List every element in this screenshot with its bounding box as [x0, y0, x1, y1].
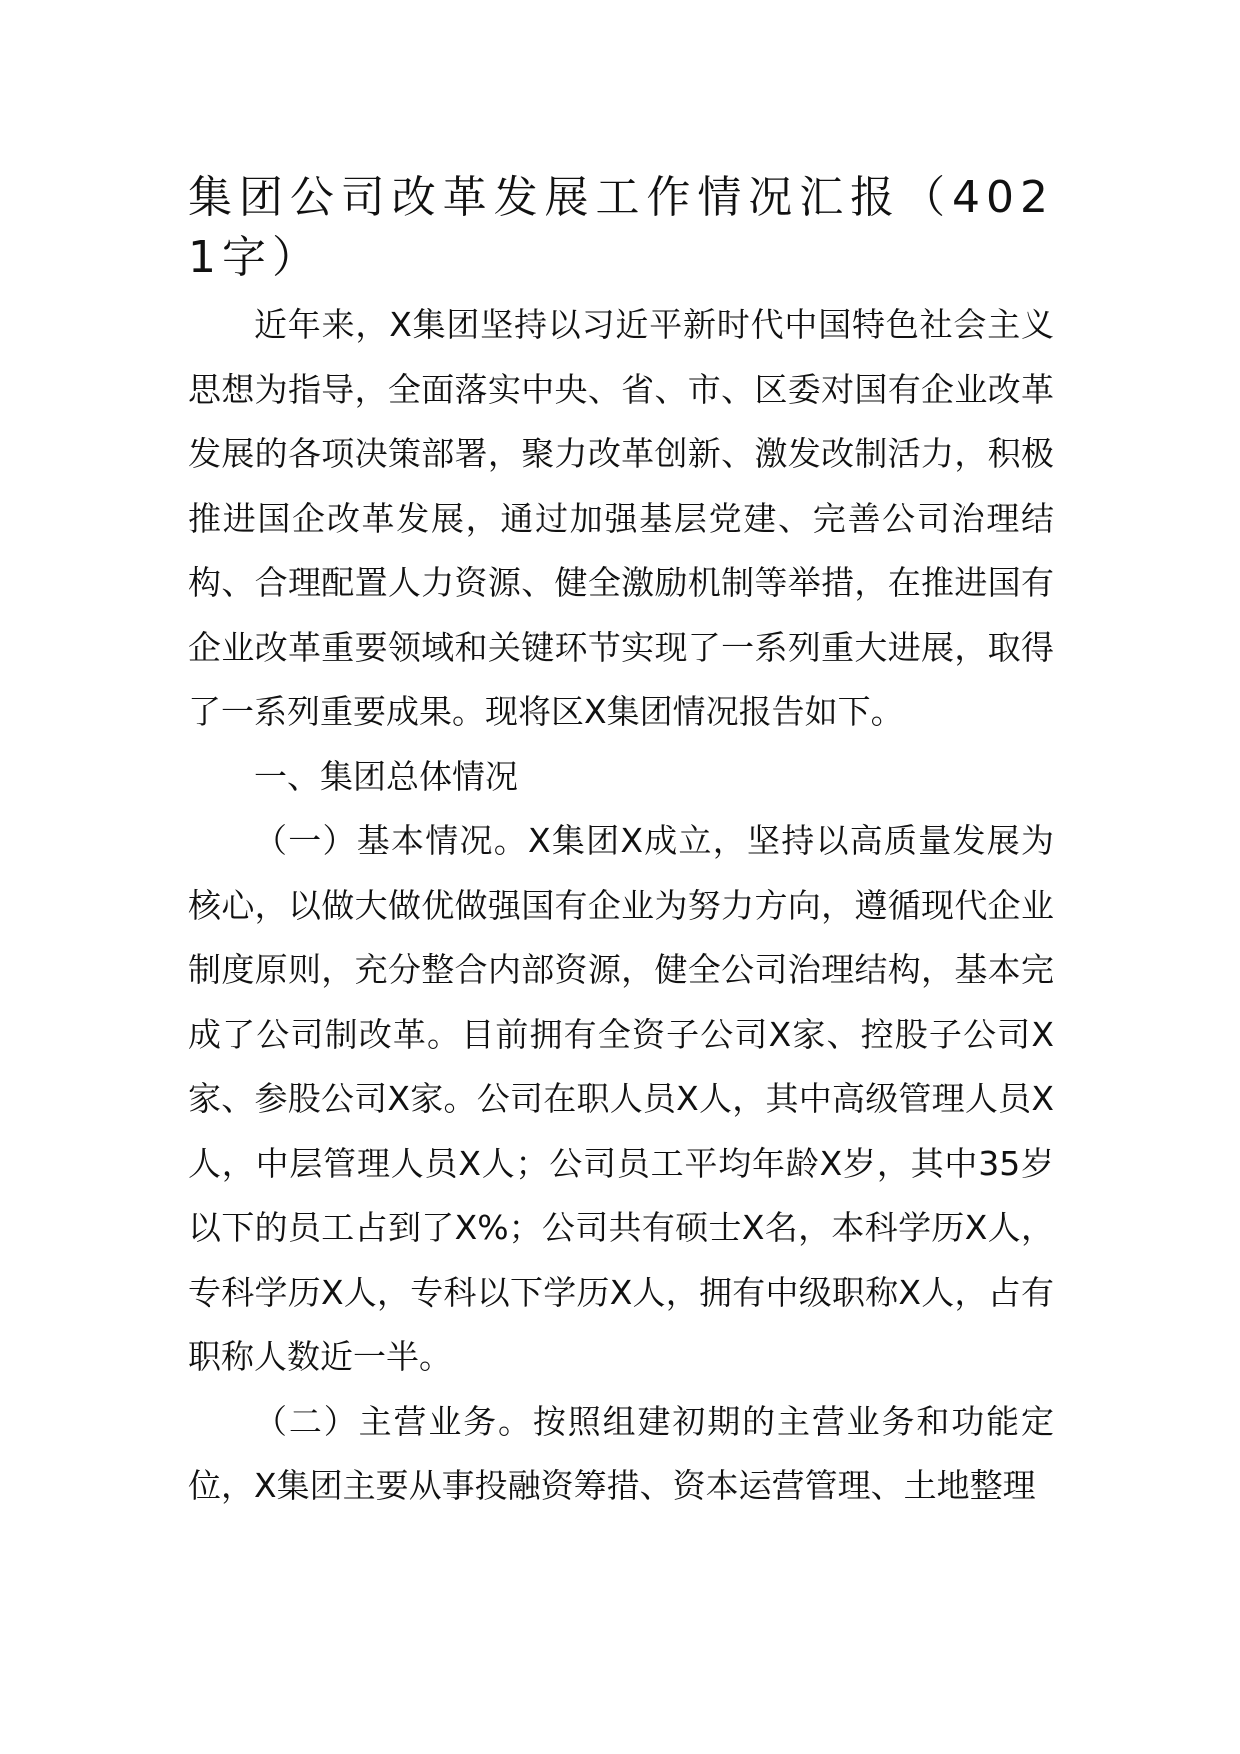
- basic-info-paragraph: （一）基本情况。X集团X成立，坚持以高质量发展为核心，以做大做优做强国有企业为努力方向，遵循现代企业制度原则，充分整合内部资源，健全公司治理结构，基本完成了公司制改革。目前拥有全资子公司X家、控股子公司X家、参股公司X家。公司在职人员X人，其中高级管理人员X人，中层管理人员X人；公司员工平均年龄X岁，其中35岁以下的员工占到了X%；公司共有硕士X名，本科学历X人，专科学历X人，专科以下学历X人，拥有中级职称X人，占有职称人数近一半。: [188, 821, 1054, 1376]
- document-title: 集团公司改革发展工作情况汇报（4021字）: [188, 172, 1054, 283]
- section-heading: 一、集团总体情况: [254, 756, 518, 796]
- main-business-paragraph: （二）主营业务。按照组建初期的主营业务和功能定位，X集团主要从事投融资筹措、资本运营管理、土地整理: [188, 1401, 1054, 1505]
- intro-paragraph: 近年来，X集团坚持以习近平新时代中国特色社会主义思想为指导，全面落实中央、省、市、区委对国有企业改革发展的各项决策部署，聚力改革创新、激发改制活力，积极推进国企改革发展，通过加强基层党建、完善公司治理结构、合理配置人力资源、健全激励机制等举措，在推进国有企业改革重要领域和关键环节实现了一系列重大进展，取得了一系列重要成果。现将区X集团情况报告如下。: [188, 305, 1054, 731]
- document-body: [188, 168, 1054, 1519]
